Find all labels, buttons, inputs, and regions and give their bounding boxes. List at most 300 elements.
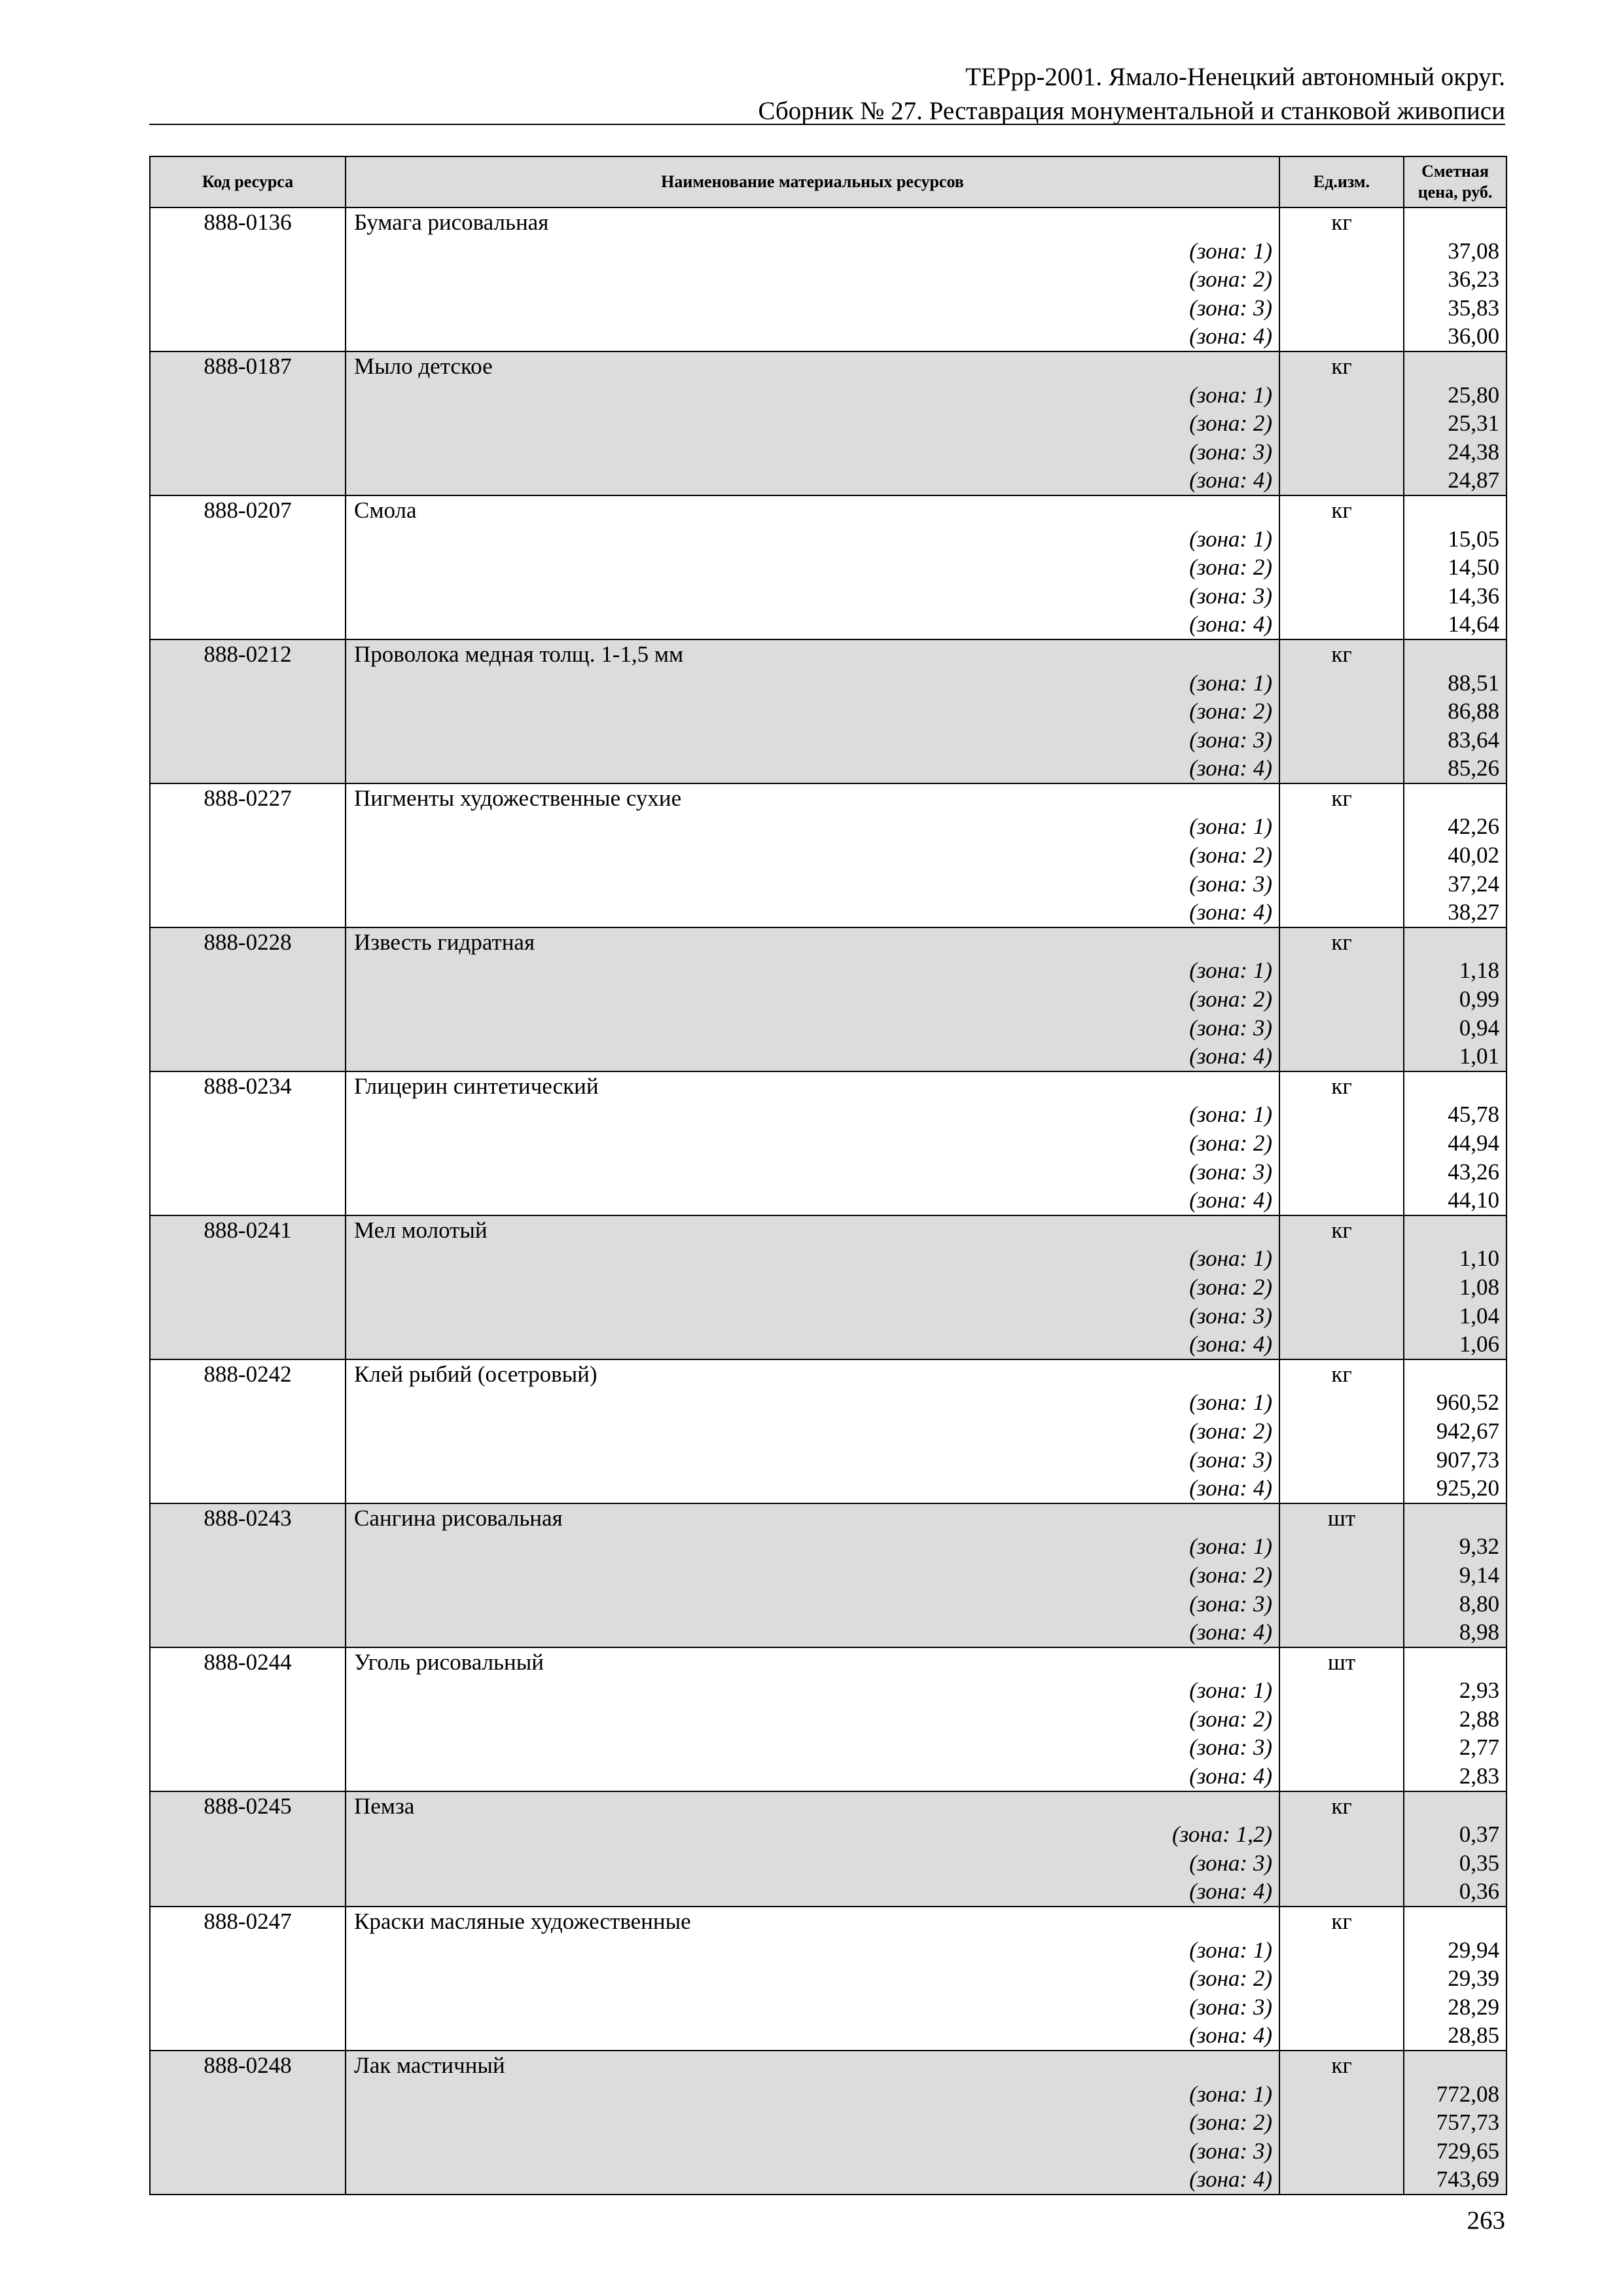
zone-unit-empty [1279, 1330, 1404, 1359]
zone-code-empty [150, 610, 346, 639]
resource-group [150, 2051, 1507, 2195]
zone-price: 35,83 [1404, 294, 1507, 323]
zone-unit-empty [1279, 1388, 1404, 1417]
zone-price: 38,27 [1404, 898, 1507, 927]
zone-code-empty [150, 438, 346, 467]
zone-row [150, 1129, 1507, 1158]
zone-code-empty [150, 1417, 346, 1446]
zone-label: (зона: 4) [346, 2021, 1279, 2051]
zone-label: (зона: 3) [346, 1733, 1279, 1762]
zone-price: 743,69 [1404, 2165, 1507, 2195]
zone-row [150, 841, 1507, 870]
zone-price: 86,88 [1404, 697, 1507, 726]
zone-label: (зона: 4) [346, 2165, 1279, 2195]
zone-label: (зона: 1) [346, 956, 1279, 985]
table-row [150, 2051, 1507, 2080]
resource-unit: кг [1279, 351, 1404, 381]
zone-unit-empty [1279, 1936, 1404, 1965]
zone-code-empty [150, 1186, 346, 1215]
zone-code-empty [150, 1936, 346, 1965]
zone-unit-empty [1279, 237, 1404, 266]
zone-row [150, 669, 1507, 698]
resource-unit: кг [1279, 495, 1404, 525]
table-row [150, 1907, 1507, 1936]
zone-code-empty [150, 1618, 346, 1647]
zone-price: 45,78 [1404, 1100, 1507, 1129]
zone-row [150, 726, 1507, 755]
zone-price: 729,65 [1404, 2137, 1507, 2166]
zone-row [150, 381, 1507, 410]
resource-price-empty [1404, 2051, 1507, 2080]
zone-row [150, 985, 1507, 1014]
zone-price: 757,73 [1404, 2108, 1507, 2137]
zone-label: (зона: 3) [346, 294, 1279, 323]
zone-unit-empty [1279, 610, 1404, 639]
zone-unit-empty [1279, 381, 1404, 410]
zone-price: 14,64 [1404, 610, 1507, 639]
resource-price-empty [1404, 1215, 1507, 1245]
zone-label: (зона: 2) [346, 1561, 1279, 1590]
zone-unit-empty [1279, 812, 1404, 841]
zone-label: (зона: 4) [346, 610, 1279, 639]
resource-price-empty [1404, 639, 1507, 669]
resource-name: Проволока медная толщ. 1-1,5 мм [346, 639, 1279, 669]
resource-price-empty [1404, 1647, 1507, 1677]
zone-label: (зона: 4) [346, 466, 1279, 495]
zone-price: 0,37 [1404, 1820, 1507, 1849]
zone-unit-empty [1279, 1273, 1404, 1302]
resource-code: 888-0136 [150, 207, 346, 237]
zone-row [150, 438, 1507, 467]
zone-code-empty [150, 1820, 346, 1849]
zone-unit-empty [1279, 2165, 1404, 2195]
zone-row [150, 1417, 1507, 1446]
zone-price: 29,94 [1404, 1936, 1507, 1965]
resource-price-empty [1404, 927, 1507, 957]
resource-group [150, 351, 1507, 495]
zone-row [150, 1964, 1507, 1993]
zone-code-empty [150, 669, 346, 698]
zone-row [150, 754, 1507, 783]
zone-price: 772,08 [1404, 2080, 1507, 2109]
zone-label: (зона: 4) [346, 898, 1279, 927]
zone-unit-empty [1279, 1302, 1404, 1331]
zone-unit-empty [1279, 1129, 1404, 1158]
resource-unit: кг [1279, 207, 1404, 237]
zone-label: (зона: 1) [346, 381, 1279, 410]
zone-code-empty [150, 1302, 346, 1331]
zone-unit-empty [1279, 870, 1404, 899]
zone-code-empty [150, 1676, 346, 1705]
zone-row [150, 1446, 1507, 1475]
col-header-price-line2: цена, руб. [1418, 183, 1493, 202]
zone-code-empty [150, 1733, 346, 1762]
zone-unit-empty [1279, 438, 1404, 467]
resource-code: 888-0228 [150, 927, 346, 957]
zone-unit-empty [1279, 553, 1404, 582]
zone-row [150, 1705, 1507, 1734]
zone-code-empty [150, 265, 346, 294]
zone-row [150, 1936, 1507, 1965]
resource-name: Сангина рисовальная [346, 1503, 1279, 1533]
zone-row [150, 1532, 1507, 1561]
zone-label: (зона: 2) [346, 553, 1279, 582]
table-row [150, 207, 1507, 237]
resource-unit: кг [1279, 1215, 1404, 1245]
table-row [150, 351, 1507, 381]
zone-code-empty [150, 2021, 346, 2051]
table-row [150, 927, 1507, 957]
zone-code-empty [150, 1100, 346, 1129]
zone-label: (зона: 1) [346, 1100, 1279, 1129]
resource-price-empty [1404, 1359, 1507, 1389]
zone-row [150, 1993, 1507, 2022]
zone-row [150, 1618, 1507, 1647]
col-header-code: Код ресурса [150, 156, 346, 207]
zone-label: (зона: 3) [346, 726, 1279, 755]
zone-row [150, 1302, 1507, 1331]
header-line-2: Сборник № 27. Реставрация монументальной и станковой живописи [758, 97, 1505, 125]
resource-group [150, 1071, 1507, 1215]
zone-unit-empty [1279, 1244, 1404, 1273]
resource-name: Пемза [346, 1791, 1279, 1821]
zone-code-empty [150, 466, 346, 495]
zone-code-empty [150, 754, 346, 783]
header-line-1: ТЕРрр-2001. Ямало-Ненецкий автономный округ. [965, 63, 1505, 91]
zone-unit-empty [1279, 409, 1404, 438]
zone-code-empty [150, 553, 346, 582]
zone-label: (зона: 2) [346, 1964, 1279, 1993]
zone-price: 24,38 [1404, 438, 1507, 467]
zone-price: 8,80 [1404, 1590, 1507, 1619]
zone-unit-empty [1279, 1618, 1404, 1647]
resource-unit: кг [1279, 1359, 1404, 1389]
zone-row [150, 553, 1507, 582]
zone-row [150, 1186, 1507, 1215]
zone-price: 1,06 [1404, 1330, 1507, 1359]
zone-row [150, 2165, 1507, 2195]
zone-code-empty [150, 697, 346, 726]
zone-code-empty [150, 1474, 346, 1503]
zone-price: 37,08 [1404, 237, 1507, 266]
zone-code-empty [150, 1446, 346, 1475]
zone-price: 44,10 [1404, 1186, 1507, 1215]
resource-price-empty [1404, 1071, 1507, 1101]
zone-code-empty [150, 294, 346, 323]
zone-code-empty [150, 1014, 346, 1043]
zone-code-empty [150, 1561, 346, 1590]
zone-price: 88,51 [1404, 669, 1507, 698]
resource-price-empty [1404, 783, 1507, 813]
resource-name: Клей рыбий (осетровый) [346, 1359, 1279, 1389]
zone-label: (зона: 1,2) [346, 1820, 1279, 1849]
zone-unit-empty [1279, 985, 1404, 1014]
resource-unit: кг [1279, 639, 1404, 669]
zone-price: 960,52 [1404, 1388, 1507, 1417]
zone-unit-empty [1279, 1993, 1404, 2022]
resource-code: 888-0207 [150, 495, 346, 525]
header-rule [149, 124, 1505, 125]
zone-label: (зона: 1) [346, 2080, 1279, 2109]
zone-label: (зона: 3) [346, 1446, 1279, 1475]
zone-row [150, 610, 1507, 639]
zone-price: 14,36 [1404, 582, 1507, 611]
resource-group [150, 1791, 1507, 1907]
zone-label: (зона: 4) [346, 1762, 1279, 1791]
zone-code-empty [150, 1388, 346, 1417]
zone-unit-empty [1279, 1474, 1404, 1503]
resource-code: 888-0212 [150, 639, 346, 669]
zone-price: 43,26 [1404, 1158, 1507, 1187]
zone-code-empty [150, 898, 346, 927]
zone-code-empty [150, 812, 346, 841]
resource-price-empty [1404, 1907, 1507, 1936]
table-row [150, 1503, 1507, 1533]
zone-unit-empty [1279, 1964, 1404, 1993]
resource-code: 888-0242 [150, 1359, 346, 1389]
zone-row [150, 409, 1507, 438]
zone-price: 2,88 [1404, 1705, 1507, 1734]
zone-label: (зона: 1) [346, 1388, 1279, 1417]
zone-unit-empty [1279, 2108, 1404, 2137]
zone-label: (зона: 3) [346, 1302, 1279, 1331]
zone-unit-empty [1279, 956, 1404, 985]
zone-price: 2,83 [1404, 1762, 1507, 1791]
resource-code: 888-0248 [150, 2051, 346, 2080]
zone-unit-empty [1279, 265, 1404, 294]
zone-row [150, 466, 1507, 495]
zone-unit-empty [1279, 1446, 1404, 1475]
resource-group [150, 495, 1507, 639]
zone-label: (зона: 4) [346, 754, 1279, 783]
table-row [150, 639, 1507, 669]
resource-name: Уголь рисовальный [346, 1647, 1279, 1677]
zone-price: 2,93 [1404, 1676, 1507, 1705]
zone-row [150, 956, 1507, 985]
col-header-name: Наименование материальных ресурсов [346, 156, 1279, 207]
zone-label: (зона: 3) [346, 1849, 1279, 1878]
zone-code-empty [150, 381, 346, 410]
zone-price: 8,98 [1404, 1618, 1507, 1647]
running-header [149, 60, 1505, 128]
zone-row [150, 2021, 1507, 2051]
resource-name: Лак мастичный [346, 2051, 1279, 2080]
zone-label: (зона: 1) [346, 1936, 1279, 1965]
zone-unit-empty [1279, 841, 1404, 870]
zone-label: (зона: 2) [346, 409, 1279, 438]
zone-code-empty [150, 1705, 346, 1734]
zone-label: (зона: 4) [346, 1186, 1279, 1215]
resource-name: Смола [346, 495, 1279, 525]
zone-row [150, 1042, 1507, 1071]
zone-row [150, 322, 1507, 351]
zone-code-empty [150, 1849, 346, 1878]
zone-unit-empty [1279, 2021, 1404, 2051]
zone-price: 40,02 [1404, 841, 1507, 870]
zone-price: 1,01 [1404, 1042, 1507, 1071]
zone-label: (зона: 3) [346, 1158, 1279, 1187]
zone-price: 25,31 [1404, 409, 1507, 438]
zone-code-empty [150, 1129, 346, 1158]
zone-unit-empty [1279, 1014, 1404, 1043]
zone-label: (зона: 2) [346, 841, 1279, 870]
zone-label: (зона: 2) [346, 1129, 1279, 1158]
zone-code-empty [150, 1158, 346, 1187]
zone-label: (зона: 2) [346, 2108, 1279, 2137]
resource-unit: кг [1279, 1071, 1404, 1101]
resource-name: Краски масляные художественные [346, 1907, 1279, 1936]
zone-row [150, 265, 1507, 294]
resource-code: 888-0244 [150, 1647, 346, 1677]
resource-unit: кг [1279, 783, 1404, 813]
zone-label: (зона: 4) [346, 1474, 1279, 1503]
resource-code: 888-0187 [150, 351, 346, 381]
zone-row [150, 294, 1507, 323]
zone-price: 1,18 [1404, 956, 1507, 985]
zone-label: (зона: 1) [346, 812, 1279, 841]
zone-price: 942,67 [1404, 1417, 1507, 1446]
zone-row [150, 2137, 1507, 2166]
zone-price: 0,35 [1404, 1849, 1507, 1878]
zone-price: 44,94 [1404, 1129, 1507, 1158]
zone-row [150, 1676, 1507, 1705]
zone-code-empty [150, 582, 346, 611]
zone-row [150, 1877, 1507, 1907]
zone-label: (зона: 3) [346, 1993, 1279, 2022]
zone-unit-empty [1279, 1100, 1404, 1129]
zone-row [150, 237, 1507, 266]
resources-table [149, 156, 1507, 2195]
zone-unit-empty [1279, 1417, 1404, 1446]
table-row [150, 1647, 1507, 1677]
table-row [150, 1071, 1507, 1101]
zone-unit-empty [1279, 1561, 1404, 1590]
table-header [150, 156, 1507, 207]
resource-code: 888-0234 [150, 1071, 346, 1101]
zone-price: 15,05 [1404, 525, 1507, 554]
resource-unit: шт [1279, 1647, 1404, 1677]
zone-code-empty [150, 2137, 346, 2166]
zone-row [150, 1561, 1507, 1590]
col-header-unit: Ед.изм. [1279, 156, 1404, 207]
zone-label: (зона: 1) [346, 1676, 1279, 1705]
zone-code-empty [150, 1877, 346, 1907]
zone-price: 29,39 [1404, 1964, 1507, 1993]
resource-group [150, 927, 1507, 1071]
zone-row [150, 1474, 1507, 1503]
zone-unit-empty [1279, 1849, 1404, 1878]
zone-row [150, 2108, 1507, 2137]
resource-code: 888-0247 [150, 1907, 346, 1936]
zone-label: (зона: 3) [346, 1014, 1279, 1043]
zone-code-empty [150, 322, 346, 351]
zone-label: (зона: 1) [346, 669, 1279, 698]
zone-price: 28,85 [1404, 2021, 1507, 2051]
zone-unit-empty [1279, 726, 1404, 755]
resource-group [150, 207, 1507, 351]
zone-code-empty [150, 1590, 346, 1619]
zone-code-empty [150, 1964, 346, 1993]
zone-label: (зона: 3) [346, 438, 1279, 467]
zone-price: 1,08 [1404, 1273, 1507, 1302]
zone-unit-empty [1279, 1158, 1404, 1187]
zone-code-empty [150, 956, 346, 985]
zone-price: 36,23 [1404, 265, 1507, 294]
zone-unit-empty [1279, 1042, 1404, 1071]
page-number: 263 [1467, 2206, 1505, 2234]
resource-name: Известь гидратная [346, 927, 1279, 957]
resource-group [150, 783, 1507, 927]
resource-group [150, 1907, 1507, 2051]
zone-row [150, 2080, 1507, 2109]
table-row [150, 783, 1507, 813]
zone-label: (зона: 4) [346, 322, 1279, 351]
zone-label: (зона: 2) [346, 265, 1279, 294]
zone-row [150, 870, 1507, 899]
zone-price: 1,10 [1404, 1244, 1507, 1273]
zone-code-empty [150, 237, 346, 266]
zone-price: 2,77 [1404, 1733, 1507, 1762]
zone-unit-empty [1279, 754, 1404, 783]
zone-label: (зона: 1) [346, 237, 1279, 266]
zone-row [150, 1733, 1507, 1762]
zone-unit-empty [1279, 898, 1404, 927]
zone-unit-empty [1279, 1590, 1404, 1619]
zone-label: (зона: 3) [346, 1590, 1279, 1619]
zone-code-empty [150, 726, 346, 755]
zone-row [150, 582, 1507, 611]
zone-code-empty [150, 870, 346, 899]
resource-group [150, 1359, 1507, 1503]
zone-label: (зона: 2) [346, 697, 1279, 726]
zone-unit-empty [1279, 2137, 1404, 2166]
zone-code-empty [150, 841, 346, 870]
resource-group [150, 639, 1507, 783]
zone-label: (зона: 3) [346, 870, 1279, 899]
zone-label: (зона: 4) [346, 1042, 1279, 1071]
zone-code-empty [150, 1993, 346, 2022]
zone-row [150, 1762, 1507, 1791]
resource-name: Мыло детское [346, 351, 1279, 381]
zone-price: 24,87 [1404, 466, 1507, 495]
zone-price: 925,20 [1404, 1474, 1507, 1503]
resource-name: Глицерин синтетический [346, 1071, 1279, 1101]
zone-unit-empty [1279, 1877, 1404, 1907]
resource-code: 888-0227 [150, 783, 346, 813]
zone-price: 14,50 [1404, 553, 1507, 582]
zone-price: 42,26 [1404, 812, 1507, 841]
zone-price: 37,24 [1404, 870, 1507, 899]
table-row [150, 495, 1507, 525]
zone-label: (зона: 1) [346, 525, 1279, 554]
zone-unit-empty [1279, 2080, 1404, 2109]
resource-unit: кг [1279, 1907, 1404, 1936]
resource-price-empty [1404, 1503, 1507, 1533]
zone-code-empty [150, 2165, 346, 2195]
zone-label: (зона: 2) [346, 1417, 1279, 1446]
zone-unit-empty [1279, 669, 1404, 698]
zone-code-empty [150, 985, 346, 1014]
zone-label: (зона: 4) [346, 1877, 1279, 1907]
zone-price: 0,99 [1404, 985, 1507, 1014]
zone-code-empty [150, 1532, 346, 1561]
zone-code-empty [150, 2108, 346, 2137]
zone-price: 907,73 [1404, 1446, 1507, 1475]
table-row [150, 1791, 1507, 1821]
resource-name: Мел молотый [346, 1215, 1279, 1245]
zone-unit-empty [1279, 697, 1404, 726]
col-header-price-line1: Сметная [1421, 162, 1489, 181]
